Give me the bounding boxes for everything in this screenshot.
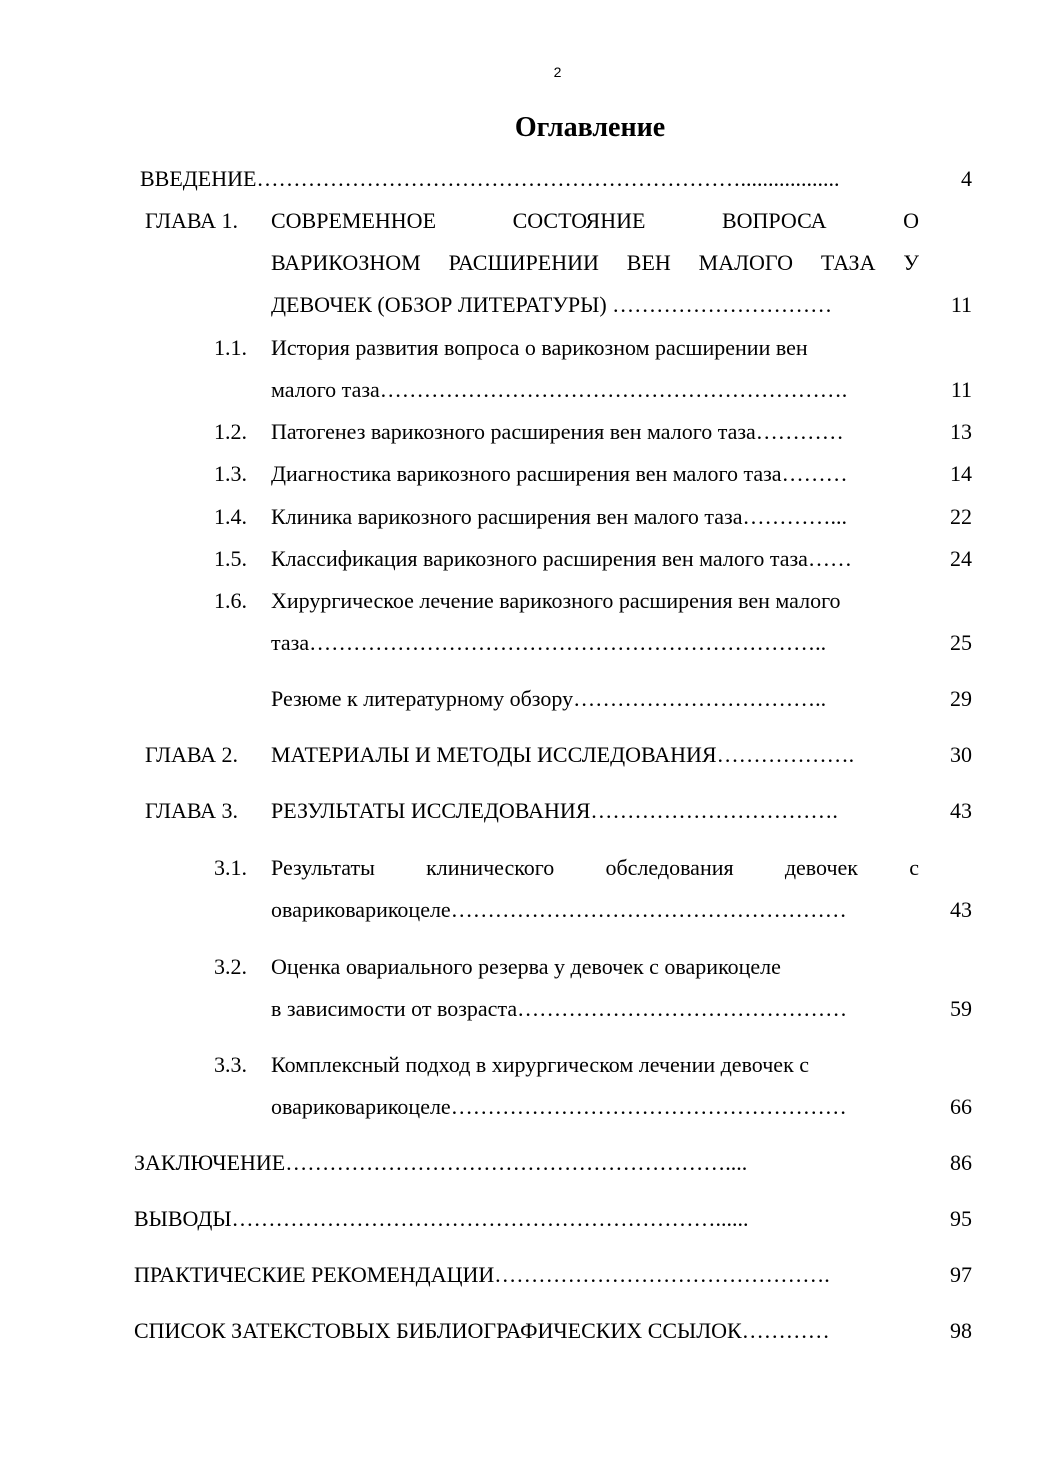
word: У (903, 250, 919, 275)
toc-section-label: 1.2. (214, 419, 247, 444)
toc-entry-text: Оценка овариального резерва у девочек с оварикоцеле (271, 954, 781, 979)
toc-page-number: 11 (950, 377, 972, 402)
toc-entry-text: СПИСОК ЗАТЕКСТОВЫХ БИБЛИОГРАФИЧЕСКИХ ССЫЛОК………… (134, 1318, 830, 1343)
toc-entry-line (271, 250, 919, 276)
toc-page-number: 30 (950, 742, 972, 767)
toc-entry-text: Резюме к литературному обзору…………………………….. (271, 686, 827, 711)
word: ВАРИКОЗНОМ (271, 250, 421, 275)
toc-entry-text: в зависимости от возраста……………………………………… (271, 996, 848, 1021)
toc-entry-text: История развития вопроса о варикозном расширении вен (271, 335, 808, 360)
toc-section-label: 1.3. (214, 461, 247, 486)
word: Результаты (271, 855, 375, 880)
toc-entry-text: Хирургическое лечение варикозного расширения вен малого (271, 588, 841, 613)
word: ВОПРОСА (721, 208, 827, 233)
word: МАЛОГО (698, 250, 793, 275)
toc-section-label: 3.1. (214, 855, 247, 880)
toc-entry-text: ВВЕДЕНИЕ………………………………………………………….................. (140, 166, 840, 191)
page-number: 2 (553, 64, 562, 80)
toc-section-label: 3.3. (214, 1052, 247, 1077)
toc-page-number: 98 (950, 1318, 972, 1343)
toc-section-label: 1.4. (214, 504, 247, 529)
toc-page-number: 25 (950, 630, 972, 655)
toc-page-number: 97 (950, 1262, 972, 1287)
page-title: Оглавление (514, 112, 666, 143)
word: ВЕН (626, 250, 671, 275)
toc-entry-text: ВЫВОДЫ…………………………………………………………...... (134, 1206, 749, 1231)
word: с (909, 855, 919, 880)
toc-chapter-label: ГЛАВА 1. (145, 208, 239, 233)
toc-entry-text: Диагностика варикозного расширения вен малого таза……… (271, 461, 848, 486)
toc-entry-text: овариковарикоцеле……………………………………………… (271, 897, 847, 922)
toc-entry-text: Комплексный подход в хирургическом лечении девочек с (271, 1052, 810, 1077)
toc-entry-text: РЕЗУЛЬТАТЫ ИССЛЕДОВАНИЯ……………………………. (271, 798, 838, 823)
toc-page-number: 29 (950, 686, 972, 711)
toc-page-number: 11 (950, 292, 972, 317)
toc-entry-text: МАТЕРИАЛЫ И МЕТОДЫ ИССЛЕДОВАНИЯ………………. (271, 742, 855, 767)
word: ТАЗА (820, 250, 876, 275)
toc-entry-line (271, 208, 919, 234)
toc-page-number: 86 (950, 1150, 972, 1175)
toc-page-number: 13 (950, 419, 972, 444)
word: девочек (784, 855, 858, 880)
toc-entry-text: Классификация варикозного расширения вен малого таза…… (271, 546, 852, 571)
toc-entry-text: ЗАКЛЮЧЕНИЕ…………………………………………………….... (134, 1150, 748, 1175)
toc-page-number: 22 (950, 504, 972, 529)
toc-page-number: 59 (950, 996, 972, 1021)
toc-entry-line (271, 855, 919, 881)
toc-entry-text: таза…………………………………………………………….. (271, 630, 827, 655)
word: О (903, 208, 919, 233)
toc-section-label: 1.5. (214, 546, 247, 571)
toc-entry-text: ДЕВОЧЕК (ОБЗОР ЛИТЕРАТУРЫ) ………………………… (271, 292, 833, 317)
toc-chapter-label: ГЛАВА 2. (145, 742, 239, 767)
toc-entry-text: Клиника варикозного расширения вен малого таза…………... (271, 504, 847, 529)
word: РАСШИРЕНИИ (448, 250, 599, 275)
toc-page-number: 4 (961, 166, 972, 191)
toc-entry-text: малого таза………………………………………………………. (271, 377, 848, 402)
word: клинического (426, 855, 555, 880)
toc-page-number: 95 (950, 1206, 972, 1231)
word: СОСТОЯНИЕ (512, 208, 646, 233)
toc-chapter-label: ГЛАВА 3. (145, 798, 239, 823)
toc-page-number: 43 (950, 798, 972, 823)
toc-entry-text: ПРАКТИЧЕСКИЕ РЕКОМЕНДАЦИИ………………………………………. (134, 1262, 830, 1287)
word: СОВРЕМЕННОЕ (271, 208, 437, 233)
toc-page-number: 66 (950, 1094, 972, 1119)
toc-entry-text: Патогенез варикозного расширения вен малого таза………… (271, 419, 844, 444)
toc-section-label: 1.1. (214, 335, 247, 360)
word: обследования (605, 855, 734, 880)
toc-section-label: 1.6. (214, 588, 247, 613)
toc-section-label: 3.2. (214, 954, 247, 979)
toc-page-number: 14 (950, 461, 972, 486)
toc-entry-text: овариковарикоцеле……………………………………………… (271, 1094, 847, 1119)
toc-page-number: 24 (950, 546, 972, 571)
toc-page-number: 43 (950, 897, 972, 922)
